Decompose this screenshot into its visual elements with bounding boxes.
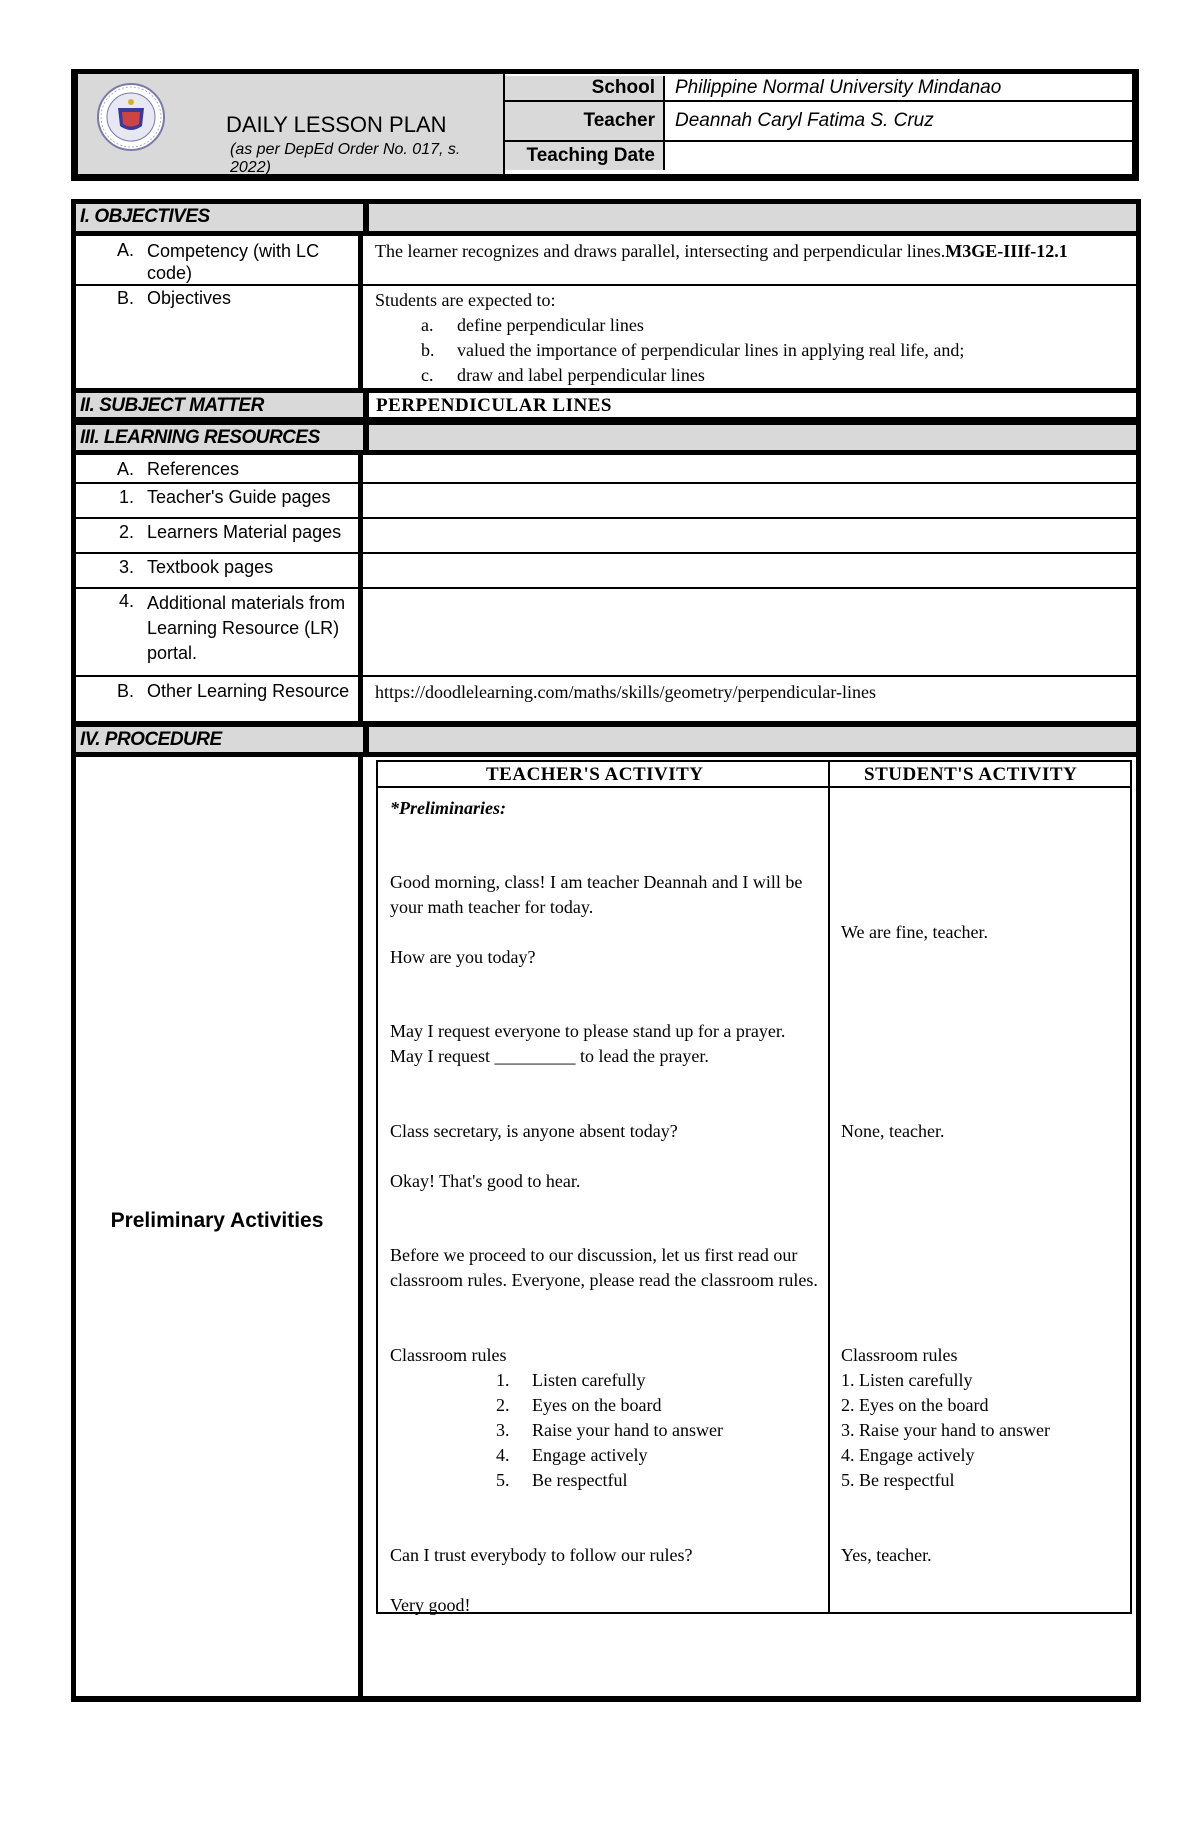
objectives-cell bbox=[117, 288, 357, 309]
student-none: None, teacher. bbox=[841, 1121, 945, 1141]
other-resource-label: Other Learning Resource bbox=[147, 681, 350, 701]
rule-marker: 4. bbox=[496, 1445, 510, 1465]
objectives-label: Objectives bbox=[147, 288, 232, 308]
objectives-intro: Students are expected to: bbox=[375, 290, 556, 310]
objectives-section-header bbox=[71, 199, 1141, 236]
competency-label: Competency (with LC code) bbox=[147, 241, 320, 283]
subject-matter-heading: II. SUBJECT MATTER bbox=[80, 395, 264, 416]
rule-marker: 1. bbox=[496, 1370, 510, 1390]
resource-cell bbox=[119, 557, 401, 578]
teacher-trust-question: Can I trust everybody to follow our rules? bbox=[390, 1545, 693, 1565]
objective-text: draw and label perpendicular lines bbox=[457, 365, 705, 385]
student-rule-item: 1. Listen carefully bbox=[841, 1370, 973, 1390]
resource-cell bbox=[119, 487, 401, 508]
rule-text: Eyes on the board bbox=[532, 1395, 662, 1415]
other-resource-cell bbox=[117, 681, 399, 702]
objectives-marker: B. bbox=[117, 288, 135, 308]
teacher-label: Teacher bbox=[505, 102, 665, 140]
student-fine: We are fine, teacher. bbox=[841, 922, 988, 942]
resource-label: Teacher's Guide pages bbox=[147, 487, 331, 507]
teaching-date-value bbox=[665, 142, 1132, 170]
competency-row bbox=[71, 236, 1141, 286]
teacher-absent-question: Class secretary, is anyone absent today? bbox=[390, 1121, 678, 1141]
resource-cell bbox=[119, 591, 355, 666]
competency-cell bbox=[117, 240, 357, 284]
teacher-prayer: May I request everyone to please stand up for a prayer. May I request _________ to lead the prayer. bbox=[390, 1021, 786, 1066]
rule-item bbox=[390, 1393, 662, 1418]
resource-marker: 2. bbox=[119, 522, 135, 542]
competency-text: The learner recognizes and draws parallel, intersecting and perpendicular lines. bbox=[375, 241, 946, 261]
rule-text: Listen carefully bbox=[532, 1370, 646, 1390]
objective-marker: c. bbox=[421, 365, 434, 385]
teacher-row bbox=[505, 102, 1132, 142]
teacher-greeting: Good morning, class! I am teacher Deannah and I will be your math teacher for today. bbox=[390, 872, 803, 917]
rule-item bbox=[390, 1468, 628, 1493]
competency-text-cell bbox=[375, 240, 1133, 262]
column-divider bbox=[828, 762, 830, 1612]
rules-title: Classroom rules bbox=[390, 1345, 507, 1365]
section-divider bbox=[363, 425, 369, 450]
rule-text: Be respectful bbox=[532, 1470, 628, 1490]
procedure-heading: IV. PROCEDURE bbox=[80, 729, 222, 750]
deped-seal-icon bbox=[96, 82, 166, 152]
resource-label: Additional materials from Learning Resource (LR) portal. bbox=[147, 593, 346, 663]
other-resource-link[interactable]: https://doodlelearning.com/maths/skills/geometry/perpendicular-lines bbox=[375, 682, 877, 702]
competency-code: M3GE-IIIf-12.1 bbox=[945, 241, 1068, 261]
learning-resources-heading: III. LEARNING RESOURCES bbox=[80, 427, 320, 448]
other-resource-row bbox=[71, 677, 1141, 721]
section-divider bbox=[363, 393, 369, 417]
references-row bbox=[71, 455, 1141, 484]
student-rule-item: 2. Eyes on the board bbox=[841, 1395, 989, 1415]
preliminary-activities-label: Preliminary Activities bbox=[110, 1209, 324, 1232]
teaching-date-label: Teaching Date bbox=[505, 142, 665, 170]
procedure-section-header bbox=[71, 721, 1141, 757]
references-label: References bbox=[147, 459, 240, 479]
rule-marker: 3. bbox=[496, 1420, 510, 1440]
objective-marker: a. bbox=[421, 315, 434, 335]
objective-marker: b. bbox=[421, 340, 435, 360]
section-divider bbox=[363, 727, 369, 752]
subject-matter-row bbox=[71, 388, 1141, 422]
objective-item bbox=[375, 363, 1133, 388]
resource-row bbox=[71, 589, 1141, 677]
activity-table bbox=[376, 760, 1132, 1614]
resource-row bbox=[71, 519, 1141, 554]
header-info bbox=[505, 74, 1132, 174]
student-rule-item: 3. Raise your hand to answer bbox=[841, 1420, 1050, 1440]
student-rule-item: 5. Be respectful bbox=[841, 1470, 955, 1490]
rule-item bbox=[390, 1418, 723, 1443]
header-block bbox=[71, 69, 1139, 181]
resource-marker: 4. bbox=[119, 591, 135, 611]
rule-item bbox=[390, 1368, 646, 1393]
activity-table-header bbox=[378, 762, 1130, 788]
resource-row bbox=[71, 554, 1141, 589]
teacher-rules-intro: Before we proceed to our discussion, let us first read our classroom rules. Everyone, please read the classroom rules. bbox=[390, 1245, 818, 1290]
objectives-row bbox=[71, 286, 1141, 388]
teacher-value: Deannah Caryl Fatima S. Cruz bbox=[675, 110, 934, 131]
objective-item bbox=[375, 313, 1133, 338]
objective-text: define perpendicular lines bbox=[457, 315, 644, 335]
rule-text: Engage actively bbox=[532, 1445, 648, 1465]
header-title-area bbox=[78, 74, 505, 174]
section-divider bbox=[363, 204, 369, 231]
resource-label: Textbook pages bbox=[147, 557, 274, 577]
rule-marker: 5. bbox=[496, 1470, 510, 1490]
resource-row bbox=[71, 484, 1141, 519]
rule-text: Raise your hand to answer bbox=[532, 1420, 723, 1440]
school-value: Philippine Normal University Mindanao bbox=[675, 77, 1002, 98]
teacher-activity-header: TEACHER'S ACTIVITY bbox=[486, 764, 704, 785]
page-title: DAILY LESSON PLAN bbox=[226, 112, 447, 137]
teacher-rules-list bbox=[390, 1343, 723, 1493]
other-resource-marker: B. bbox=[117, 681, 135, 701]
rule-marker: 2. bbox=[496, 1395, 510, 1415]
references-cell bbox=[117, 459, 399, 480]
student-rules-list bbox=[841, 1343, 1050, 1493]
competency-marker: A. bbox=[117, 240, 135, 260]
student-rule-item: 4. Engage actively bbox=[841, 1445, 975, 1465]
teacher-okay: Okay! That's good to hear. bbox=[390, 1171, 581, 1191]
objective-item bbox=[375, 338, 1133, 363]
learning-resources-section-header bbox=[71, 420, 1141, 455]
teaching-date-row bbox=[505, 142, 1132, 170]
objectives-list-cell bbox=[375, 288, 1133, 388]
preliminaries-heading: *Preliminaries: bbox=[390, 798, 506, 818]
resource-marker: 3. bbox=[119, 557, 135, 577]
table-bottom-border bbox=[71, 1696, 1141, 1702]
teacher-very-good: Very good! bbox=[390, 1595, 471, 1615]
rule-item bbox=[390, 1443, 648, 1468]
resource-marker: 1. bbox=[119, 487, 135, 507]
resource-cell bbox=[119, 522, 401, 543]
teacher-how-are-you: How are you today? bbox=[390, 947, 536, 967]
student-yes: Yes, teacher. bbox=[841, 1545, 932, 1565]
school-row bbox=[505, 76, 1132, 102]
subject-matter-value: PERPENDICULAR LINES bbox=[376, 395, 612, 416]
student-activity-header: STUDENT'S ACTIVITY bbox=[864, 764, 1078, 785]
student-rules-title: Classroom rules bbox=[841, 1345, 958, 1365]
objectives-heading: I. OBJECTIVES bbox=[80, 206, 210, 227]
resource-label: Learners Material pages bbox=[147, 522, 342, 542]
page-subtitle: (as per DepEd Order No. 017, s. 2022) bbox=[230, 141, 461, 176]
references-marker: A. bbox=[117, 459, 135, 479]
objective-text: valued the importance of perpendicular lines in applying real life, and; bbox=[457, 340, 965, 360]
school-label: School bbox=[505, 76, 665, 100]
